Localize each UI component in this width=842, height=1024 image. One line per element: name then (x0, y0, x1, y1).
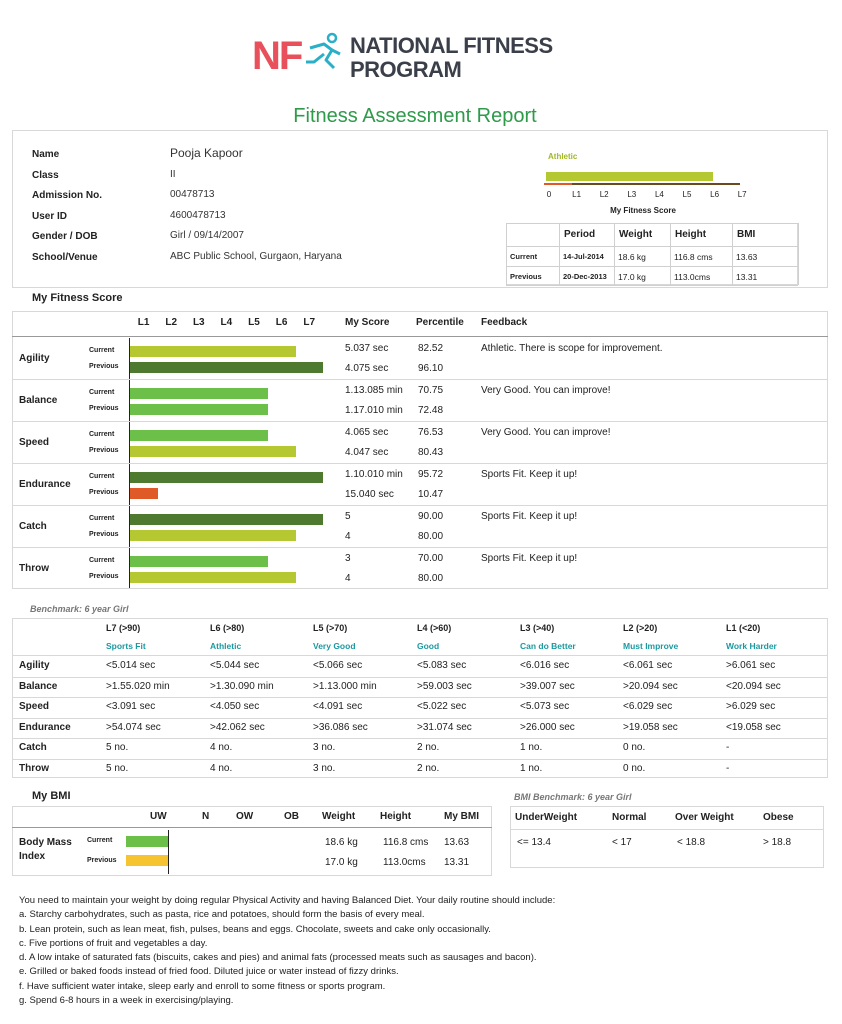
benchmark-row-name: Catch (19, 742, 47, 753)
fitness-current-bar (130, 472, 323, 483)
bmi-benchmark-title: BMI Benchmark: 6 year Girl (514, 792, 632, 802)
benchmark-level-header: L5 (>70) (313, 623, 348, 633)
history-col-rule (506, 223, 507, 285)
benchmark-cell: 5 no. (106, 742, 129, 753)
bmi-header-rule (12, 827, 492, 828)
advice-item: g. Spend 6-8 hours in a week in exercising/playing. (19, 995, 234, 1007)
fitness-header-rule (12, 336, 828, 337)
benchmark-cell: - (726, 742, 730, 753)
history-cell: 13.31 (736, 272, 758, 282)
fitness-current-percentile: 76.53 (418, 427, 444, 438)
brand-name-line2: PROGRAM (350, 57, 462, 82)
fitness-previous-label: Previous (89, 447, 119, 454)
fitness-current-bar (130, 346, 296, 357)
fitness-previous-bar (130, 488, 158, 499)
student-field-value: Pooja Kapoor (170, 146, 243, 160)
benchmark-cell: 1 no. (520, 762, 543, 774)
bmi-benchmark-value: > 18.8 (763, 837, 792, 848)
benchmark-row-name: Agility (19, 660, 50, 671)
bmi-benchmark-value: < 18.8 (677, 837, 706, 848)
fitness-previous-percentile: 10.47 (418, 489, 444, 500)
history-col-rule (614, 223, 615, 285)
student-field-label: Class (32, 169, 59, 181)
benchmark-cell: 4 no. (210, 742, 233, 753)
history-cell: 113.0cms (674, 272, 711, 282)
fitness-row-name: Balance (19, 395, 58, 406)
fitness-previous-bar (130, 446, 296, 457)
benchmark-cell: <6.016 sec (520, 660, 570, 671)
benchmark-row-rule (12, 677, 828, 678)
history-rule (506, 246, 798, 247)
bmi-benchmark-header: Obese (763, 812, 794, 823)
history-cell: Previous (510, 272, 542, 281)
benchmark-title: Benchmark: 6 year Girl (30, 604, 129, 614)
col-header-feedback: Feedback (481, 317, 528, 328)
benchmark-cell: <19.058 sec (726, 721, 781, 733)
score-chart-caption: My Fitness Score (610, 206, 676, 215)
student-field-value: ABC Public School, Gurgaon, Haryana (170, 250, 342, 262)
history-header-cell: Weight (619, 229, 653, 240)
fitness-current-score: 1.10.010 min (345, 469, 403, 480)
fitness-current-score: 5 (345, 511, 351, 522)
benchmark-level-label: Very Good (313, 641, 356, 651)
score-tick-label: L1 (572, 190, 582, 199)
benchmark-cell: >20.094 sec (623, 680, 678, 692)
advice-intro: You need to maintain your weight by doing regular Physical Activity and having Balanced Diet. Your daily routine should include: (19, 895, 556, 906)
benchmark-row-name: Endurance (19, 721, 71, 733)
fitness-level-header: L4 (220, 317, 233, 328)
fitness-previous-score: 4 (345, 573, 351, 584)
benchmark-row-rule (12, 697, 828, 698)
history-cell: 17.0 kg (618, 272, 646, 282)
fitness-row-name: Catch (19, 521, 47, 532)
fitness-row-name: Throw (19, 563, 49, 574)
history-header-cell: Period (564, 229, 596, 240)
fitness-previous-bar (130, 404, 268, 415)
score-tick-label: L4 (654, 190, 664, 199)
fitness-current-score: 5.037 sec (345, 343, 389, 354)
fitness-row-rule (12, 505, 828, 506)
benchmark-level-header: L6 (>80) (210, 623, 245, 633)
fitness-current-score: 4.065 sec (345, 427, 389, 438)
advice-item: e. Grilled or baked foods instead of fried food. Diluted juice or water instead of fizzy drinks. (19, 966, 399, 978)
bmi-previous-bar (126, 855, 168, 866)
fitness-previous-percentile: 80.00 (418, 531, 444, 542)
benchmark-level-label: Athletic (210, 641, 242, 651)
advice-item: a. Starchy carbohydrates, such as pasta, rice and potatoes, should form the basis of every meal. (19, 909, 425, 921)
logo-letters: NF (252, 34, 302, 78)
student-field-value: 00478713 (170, 189, 215, 200)
bmi-benchmark-header: UnderWeight (515, 812, 578, 823)
score-tick-label: L6 (710, 190, 720, 199)
fitness-level-header: L5 (248, 317, 260, 328)
benchmark-level-header: L3 (>40) (520, 623, 555, 633)
benchmark-cell: 3 no. (313, 742, 336, 753)
fitness-level-header: L7 (303, 317, 316, 328)
fitness-previous-score: 4.075 sec (345, 363, 389, 374)
fitness-previous-percentile: 96.10 (418, 363, 444, 374)
benchmark-row-rule (12, 738, 828, 739)
fitness-row-rule (12, 379, 828, 380)
bmi-previous-height: 113.0cms (383, 857, 426, 868)
bmi-benchmark-header: Normal (612, 812, 647, 823)
history-col-rule (559, 223, 560, 285)
benchmark-cell: >6.029 sec (726, 701, 776, 712)
benchmark-cell: >42.062 sec (210, 721, 265, 733)
fitness-row-rule (12, 421, 828, 422)
fitness-current-bar (130, 430, 268, 441)
fitness-row-rule (12, 547, 828, 548)
benchmark-cell: <3.091 sec (106, 701, 156, 712)
benchmark-cell: 1 no. (520, 742, 543, 753)
fitness-current-label: Current (89, 389, 115, 396)
benchmark-cell: 0 no. (623, 762, 646, 774)
bmi-benchmark-rule (510, 829, 824, 830)
bmi-previous-weight: 17.0 kg (325, 857, 358, 868)
benchmark-cell: >36.086 sec (313, 721, 368, 733)
fitness-current-percentile: 82.52 (418, 343, 444, 354)
fitness-row-name: Endurance (19, 479, 71, 490)
history-cell: 13.63 (736, 252, 758, 262)
score-axis-line (544, 183, 740, 185)
score-tick-label: 0 (546, 190, 552, 199)
history-cell: 18.6 kg (618, 252, 646, 262)
benchmark-cell: 2 no. (417, 762, 440, 774)
fitness-previous-score: 4.047 sec (345, 447, 389, 458)
student-field-label: Gender / DOB (32, 231, 98, 242)
history-rule (506, 223, 798, 224)
fitness-previous-label: Previous (89, 573, 119, 580)
col-header-score: My Score (345, 317, 390, 328)
bmi-header-weight: Weight (322, 811, 356, 822)
fitness-current-bar (130, 514, 323, 525)
nf-logo (252, 30, 344, 80)
bmi-row-label-line2: Index (19, 851, 46, 862)
fitness-row-rule (12, 463, 828, 464)
benchmark-cell: >1.55.020 min (106, 680, 170, 692)
fitness-previous-label: Previous (89, 489, 119, 496)
fitness-current-label: Current (89, 473, 115, 480)
benchmark-cell: >19.058 sec (623, 721, 678, 733)
report-title: Fitness Assessment Report (293, 105, 537, 127)
student-field-value: 4600478713 (170, 209, 226, 221)
fitness-current-label: Current (89, 515, 115, 522)
benchmark-cell: <5.066 sec (313, 660, 363, 671)
history-col-rule (670, 223, 671, 285)
bmi-header-mybmi: My BMI (444, 811, 479, 822)
history-header-cell: BMI (737, 229, 756, 240)
bmi-axis-line (168, 830, 169, 874)
fitness-current-score: 1.13.085 min (345, 385, 403, 396)
score-tick-label: L5 (682, 190, 692, 199)
fitness-previous-score: 1.17.010 min (345, 405, 403, 416)
student-field-value: II (170, 168, 176, 180)
fitness-level-header: L2 (165, 317, 178, 328)
bmi-header-height: Height (380, 811, 412, 822)
advice-block (19, 894, 819, 1008)
fitness-previous-bar (130, 362, 323, 373)
score-tick-label: L7 (737, 190, 747, 199)
student-field-label: School/Venue (32, 251, 98, 263)
benchmark-level-header: L1 (<20) (726, 623, 761, 633)
benchmark-cell: 5 no. (106, 762, 129, 774)
fitness-level-header: L1 (137, 317, 150, 328)
benchmark-cell: >26.000 sec (520, 721, 575, 733)
advice-item: d. A low intake of saturated fats (biscuits, cakes and pies) and animal fats (processed meats such as sausages and bacon). (19, 952, 537, 964)
fitness-feedback: Very Good. You can improve! (481, 385, 611, 396)
advice-item: f. Have sufficient water intake, sleep early and enroll to some fitness or sports program. (19, 980, 386, 992)
bmi-category-header: OB (284, 811, 299, 822)
benchmark-level-label: Must Improve (623, 641, 679, 651)
benchmark-cell: - (726, 762, 730, 774)
fitness-feedback: Athletic. There is scope for improvement. (481, 343, 663, 354)
benchmark-level-header: L2 (>20) (623, 623, 658, 633)
benchmark-level-label: Sports Fit (106, 641, 146, 651)
fitness-previous-percentile: 80.43 (418, 447, 444, 458)
bmi-category-header: OW (236, 811, 254, 822)
history-rule (506, 285, 798, 286)
fitness-previous-label: Previous (89, 405, 119, 412)
student-field-label: Name (32, 149, 60, 160)
fitness-previous-percentile: 72.48 (418, 405, 444, 416)
benchmark-row-rule (12, 759, 828, 760)
fitness-current-bar (130, 556, 268, 567)
benchmark-cell: <5.083 sec (417, 660, 467, 671)
score-level-bar (546, 172, 713, 181)
score-level-label: Athletic (548, 152, 578, 161)
benchmark-cell: >1.30.090 min (210, 680, 274, 692)
fitness-current-label: Current (89, 431, 115, 438)
bmi-category-header: N (202, 811, 210, 822)
fitness-previous-percentile: 80.00 (418, 573, 444, 584)
fitness-current-percentile: 70.75 (418, 385, 444, 396)
fitness-previous-bar (130, 530, 296, 541)
fitness-current-label: Current (89, 347, 115, 354)
bmi-section-title: My BMI (32, 790, 71, 802)
fitness-feedback: Sports Fit. Keep it up! (481, 553, 578, 564)
student-field-value: Girl / 09/14/2007 (170, 230, 244, 241)
brand-name-line1: NATIONAL FITNESS (350, 33, 553, 58)
benchmark-cell: >1.13.000 min (313, 680, 377, 692)
runner-icon (302, 32, 342, 76)
benchmark-row-rule (12, 718, 828, 719)
benchmark-cell: >54.074 sec (106, 721, 161, 733)
advice-item: c. Five portions of fruit and vegetables a day. (19, 937, 208, 949)
benchmark-cell: <20.094 sec (726, 680, 781, 692)
fitness-level-header: L3 (192, 317, 205, 328)
benchmark-cell: <6.029 sec (623, 701, 673, 712)
fitness-feedback: Very Good. You can improve! (481, 427, 611, 438)
score-tick-label: L2 (599, 190, 609, 199)
benchmark-cell: <5.073 sec (520, 701, 570, 712)
fitness-previous-label: Previous (89, 531, 119, 538)
benchmark-level-label: Can do Better (520, 641, 576, 651)
bmi-category-header: UW (150, 811, 167, 822)
history-rule (506, 266, 798, 267)
col-header-percentile: Percentile (416, 317, 464, 328)
history-cell: 14-Jul-2014 (563, 252, 604, 261)
history-cell: 20-Dec-2013 (563, 272, 607, 281)
benchmark-level-label: Good (417, 641, 440, 651)
benchmark-cell: <5.014 sec (106, 660, 156, 671)
fitness-current-score: 3 (345, 553, 351, 564)
benchmark-row-name: Throw (19, 762, 49, 774)
bmi-current-weight: 18.6 kg (325, 837, 358, 848)
fitness-previous-bar (130, 572, 296, 583)
benchmark-level-header: L7 (>90) (106, 623, 141, 633)
bmi-benchmark-value: <= 13.4 (517, 837, 551, 848)
benchmark-cell: >39.007 sec (520, 680, 575, 692)
benchmark-cell: <4.091 sec (313, 701, 363, 712)
bmi-current-value: 13.63 (444, 837, 470, 848)
bmi-current-height: 116.8 cms (383, 837, 429, 848)
benchmark-cell: 3 no. (313, 762, 336, 774)
fitness-section-title: My Fitness Score (32, 292, 123, 304)
advice-item: b. Lean protein, such as lean meat, fish, pulses, beans and eggs. Chocolate, sweets and cake only occasionally. (19, 923, 491, 935)
benchmark-cell: <5.022 sec (417, 701, 467, 712)
benchmark-level-header: L4 (>60) (417, 623, 452, 633)
fitness-current-label: Current (89, 557, 115, 564)
history-col-rule (732, 223, 733, 285)
fitness-current-percentile: 90.00 (418, 511, 444, 522)
benchmark-cell: >31.074 sec (417, 721, 472, 733)
fitness-current-bar (130, 388, 268, 399)
history-col-rule (798, 223, 799, 285)
benchmark-row-name: Balance (19, 680, 58, 692)
benchmark-cell: <4.050 sec (210, 701, 260, 712)
benchmark-cell: <6.061 sec (623, 660, 673, 671)
fitness-row-name: Agility (19, 353, 50, 364)
bmi-previous-label: Previous (87, 857, 117, 864)
benchmark-cell: <5.044 sec (210, 660, 260, 671)
fitness-current-percentile: 70.00 (418, 553, 444, 564)
score-axis-accent (544, 183, 572, 185)
fitness-previous-label: Previous (89, 363, 119, 370)
fitness-current-percentile: 95.72 (418, 469, 444, 480)
student-field-label: User ID (32, 210, 68, 222)
bmi-current-bar (126, 836, 168, 847)
history-cell: 116.8 cms (674, 252, 713, 262)
fitness-previous-score: 4 (345, 531, 351, 542)
benchmark-cell: >59.003 sec (417, 680, 472, 692)
bmi-benchmark-header: Over Weight (675, 812, 734, 823)
benchmark-header-rule (12, 655, 828, 656)
advice-list (19, 908, 819, 1008)
bmi-current-label: Current (87, 837, 113, 844)
benchmark-row-name: Speed (19, 701, 50, 712)
benchmark-cell: 2 no. (417, 742, 440, 753)
benchmark-cell: >6.061 sec (726, 660, 776, 671)
benchmark-cell: 0 no. (623, 742, 646, 753)
bmi-previous-value: 13.31 (444, 857, 470, 868)
fitness-feedback: Sports Fit. Keep it up! (481, 511, 578, 522)
benchmark-level-label: Work Harder (726, 641, 777, 651)
fitness-row-name: Speed (19, 437, 50, 448)
fitness-feedback: Sports Fit. Keep it up! (481, 469, 578, 480)
bmi-row-label-line1: Body Mass (19, 837, 72, 848)
history-header-cell: Height (675, 229, 707, 240)
fitness-previous-score: 15.040 sec (345, 489, 394, 500)
score-tick-label: L3 (627, 190, 637, 199)
history-cell: Current (510, 252, 538, 261)
fitness-level-header: L6 (275, 317, 288, 328)
student-field-label: Admission No. (32, 190, 103, 201)
bmi-benchmark-value: < 17 (612, 837, 632, 848)
benchmark-cell: 4 no. (210, 762, 233, 774)
